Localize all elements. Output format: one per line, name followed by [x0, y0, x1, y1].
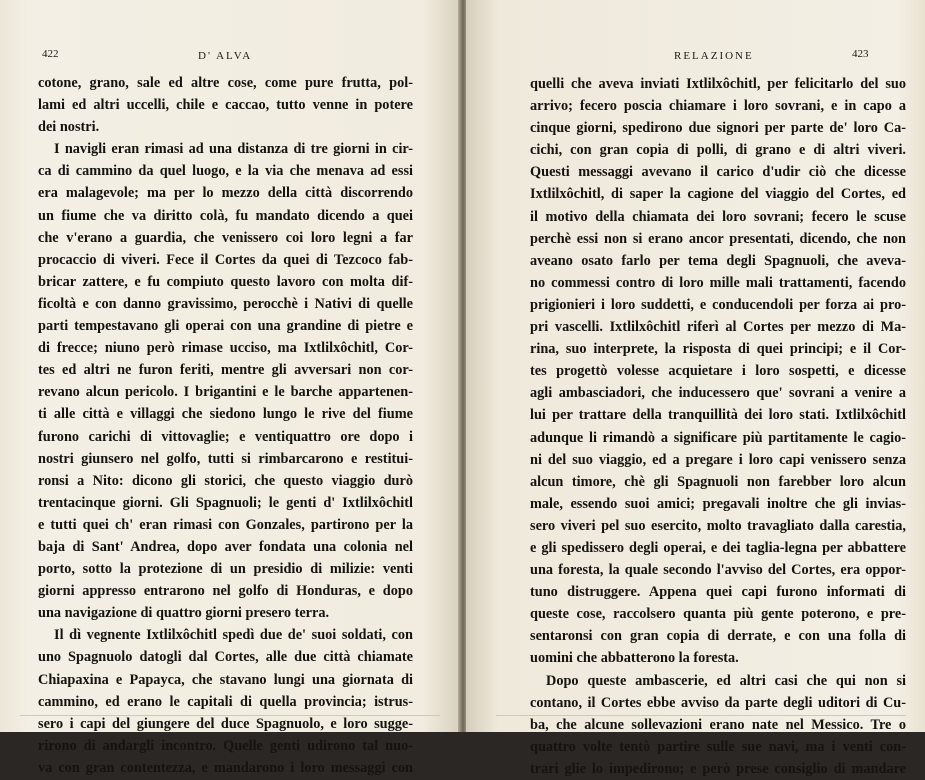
text-line: contano, il Cortes ebbe avviso da parte degli uditori di Cu-: [530, 694, 906, 711]
text-line: ba, che alcune sollevazioni erano nate nel Messico. Tre o: [530, 716, 906, 733]
text-line: nostri giunsero nel golfo, tutti si rimbarcarono e restitui-: [38, 450, 413, 467]
text-line: era malagevole; ma per lo mezzo della città discorrendo: [38, 185, 413, 202]
text-line: uno Spagnuolo datogli dal Cortes, alle due città chiamate: [38, 649, 413, 666]
text-line: che v'erano a guardia, che venissero coi loro legni a far: [38, 229, 413, 246]
text-line: sero i capi del giungere del duce Spagnuolo, e loro sugge-: [38, 715, 413, 732]
page-number: 423: [852, 48, 869, 60]
text-line: quelli che aveva inviati Ixtlilxôchitl, per felicitarlo del suo: [530, 76, 906, 92]
text-line: una foresta, la quale secondo l'avviso del Cortes, era oppor-: [530, 562, 906, 579]
text-line: il motivo della chiamata dei loro sovrani; fecero le scuse: [530, 208, 906, 225]
body-text: [530, 73, 906, 780]
text-line: Il dì vegnente Ixtlilxôchitl spedì due de' suoi soldati, con: [54, 627, 413, 644]
text-line: va con gran contentezza, e mandarono i loro messaggi con: [38, 759, 413, 776]
text-line: e gli spedissero degli operai, e dei taglia-legna per abbattere: [530, 539, 906, 556]
text-line: trentacinque giorni. Gli Spagnuoli; le genti d' Ixtlilxôchitl: [38, 494, 413, 511]
text-line: trari glie lo impedirono; e però prese consiglio di mandare: [530, 760, 906, 777]
text-line: sero viveri pel suo esercito, molto travagliato dalla carestia,: [530, 517, 906, 534]
page-number: 422: [42, 48, 59, 60]
text-line: cinque giorni, spedirono due signori per parte de' loro Ca-: [530, 120, 906, 137]
text-line: queste cose, raccolsero quanta più gente poterono, e pre-: [530, 606, 906, 623]
running-head: D' ALVA: [198, 50, 253, 62]
text-line: parti tempestavano gli operai con una grandine di pietre e: [38, 318, 413, 335]
text-line: cammino, ed erano le capitali di quella provincia; istrus-: [38, 693, 413, 710]
right-page: [466, 0, 925, 777]
text-line: rirono di andargli incontro. Quelle genti udirono tal nuo-: [38, 737, 413, 754]
text-line: bricar zattere, e fu compiuto questo lavoro con molta dif-: [38, 273, 413, 290]
text-line: quattro volte tentò partire sulle sue navi, ma i venti con-: [530, 738, 906, 755]
text-line: rina, suo interprete, la risposta di quei principi; e il Cor-: [530, 341, 906, 358]
text-line: cotone, grano, sale ed altre cose, come pure frutta, pol-: [38, 75, 413, 91]
text-line: male, essendo suoi amici; pregavali inoltre che gli invias-: [530, 495, 906, 512]
text-line: Questi messaggi avevano il carico d'udir ciò che dicesse: [530, 164, 906, 181]
text-line: lui per trattare della tranquillità dei loro stati. Ixtlilxôchitl: [530, 407, 906, 424]
text-line: cichi, con gran copia di polli, di grano e di altri viveri.: [530, 142, 906, 159]
text-line: ni del suo viaggio, ed a pregare i loro capi venissero senza: [530, 451, 906, 468]
text-line: agli ambasciadori, che inducessero que' sovrani a venire a: [530, 385, 906, 402]
text-line: sentaronsi con gran copia di derrate, e con una folla di: [530, 628, 906, 645]
text-line: adunque li rimandò a significare più partitamente le cagio-: [530, 429, 906, 446]
text-line: giorni appresso entrarono nel golfo di Honduras, e dopo: [38, 583, 413, 600]
text-line: baja di Sant' Andrea, dopo aver fondata una colonia nel: [38, 538, 413, 555]
page-edge: [20, 715, 440, 716]
text-line: ti alle città e villaggi che siedono lungo le rive del fiume: [38, 406, 413, 423]
text-line: Dopo queste ambascerie, ed altri casi che qui non si: [546, 672, 906, 689]
text-line: Ixtlilxôchitl, di saper la cagione del viaggio del Cortes, ed: [530, 186, 906, 203]
body-text: [38, 72, 413, 779]
text-line: pri vascelli. Ixtlilxôchitl riferì al Cortes per mezzo di Ma-: [530, 319, 906, 336]
text-line: procaccio di viveri. Fece il Cortes da quei di Tezcoco fab-: [38, 251, 413, 268]
text-line: revano alcun pericolo. I brigantini e le barche appartenen-: [38, 384, 413, 401]
text-line: uomini che abbatterono la foresta.: [530, 650, 739, 667]
text-line: arrivo; fecero poscia chiamare i loro sovrani, e in capo a: [530, 98, 906, 115]
text-line: porto, sotto la protezione di un presidio di milizie: venti: [38, 561, 413, 578]
page-edge: [496, 715, 906, 716]
text-line: perchè essi non si erano ancor presentati, dicendo, che non: [530, 230, 906, 247]
text-line: di frecce; niuno però rimase ucciso, ma Ixtlilxôchitl, Cor-: [38, 340, 413, 357]
text-line: ronsi a Nito: dicono gli storici, che questo viaggio durò: [38, 472, 413, 489]
left-page: [0, 0, 460, 776]
text-line: ficoltà e con danno gravissimo, perocchè i Nativi di quelle: [38, 295, 413, 312]
text-line: tes progettò volesse acquietare i loro sospetti, e dicesse: [530, 363, 906, 380]
text-line: alcun timore, chè gli Spagnuoli non farebber loro alcun: [530, 473, 906, 490]
text-line: no commessi contro di loro mille mali trattamenti, facendo: [530, 274, 906, 291]
text-line: aveano osato farlo per tema degli Spagnuoli, che aveva-: [530, 252, 906, 269]
text-line: prigionieri i loro suddetti, e conducendoli per forza ai pro-: [530, 296, 906, 313]
text-line: una navigazione di quattro giorni presero terra.: [38, 605, 330, 622]
text-line: furono carichi di vittovaglie; e ventiquattro ore dopo i: [38, 428, 413, 445]
text-line: tes ed altri ne furon feriti, mentre gli avversari non cor-: [38, 362, 413, 379]
text-line: dei nostri.: [38, 119, 100, 136]
text-line: un fiume che va diritto colà, fu mandato dicendo a quei: [38, 207, 413, 224]
text-line: ca di cammino da quel luogo, e la via che menava ad essi: [38, 163, 413, 180]
text-line: e tutti quei ch' eran rimasi con Gonzales, partirono per la: [38, 516, 413, 533]
text-line: I navigli eran rimasi ad una distanza di tre giorni in cir-: [54, 141, 413, 158]
text-line: Chiapaxina e Papayca, che stavano lungi una giornata di: [38, 671, 413, 688]
running-head: RELAZIONE: [674, 50, 754, 62]
text-line: lami ed altri uccelli, chile e caccao, tutto venne in potere: [38, 97, 413, 114]
text-line: tuno distruggere. Appena quei capi furono informati di: [530, 584, 906, 601]
